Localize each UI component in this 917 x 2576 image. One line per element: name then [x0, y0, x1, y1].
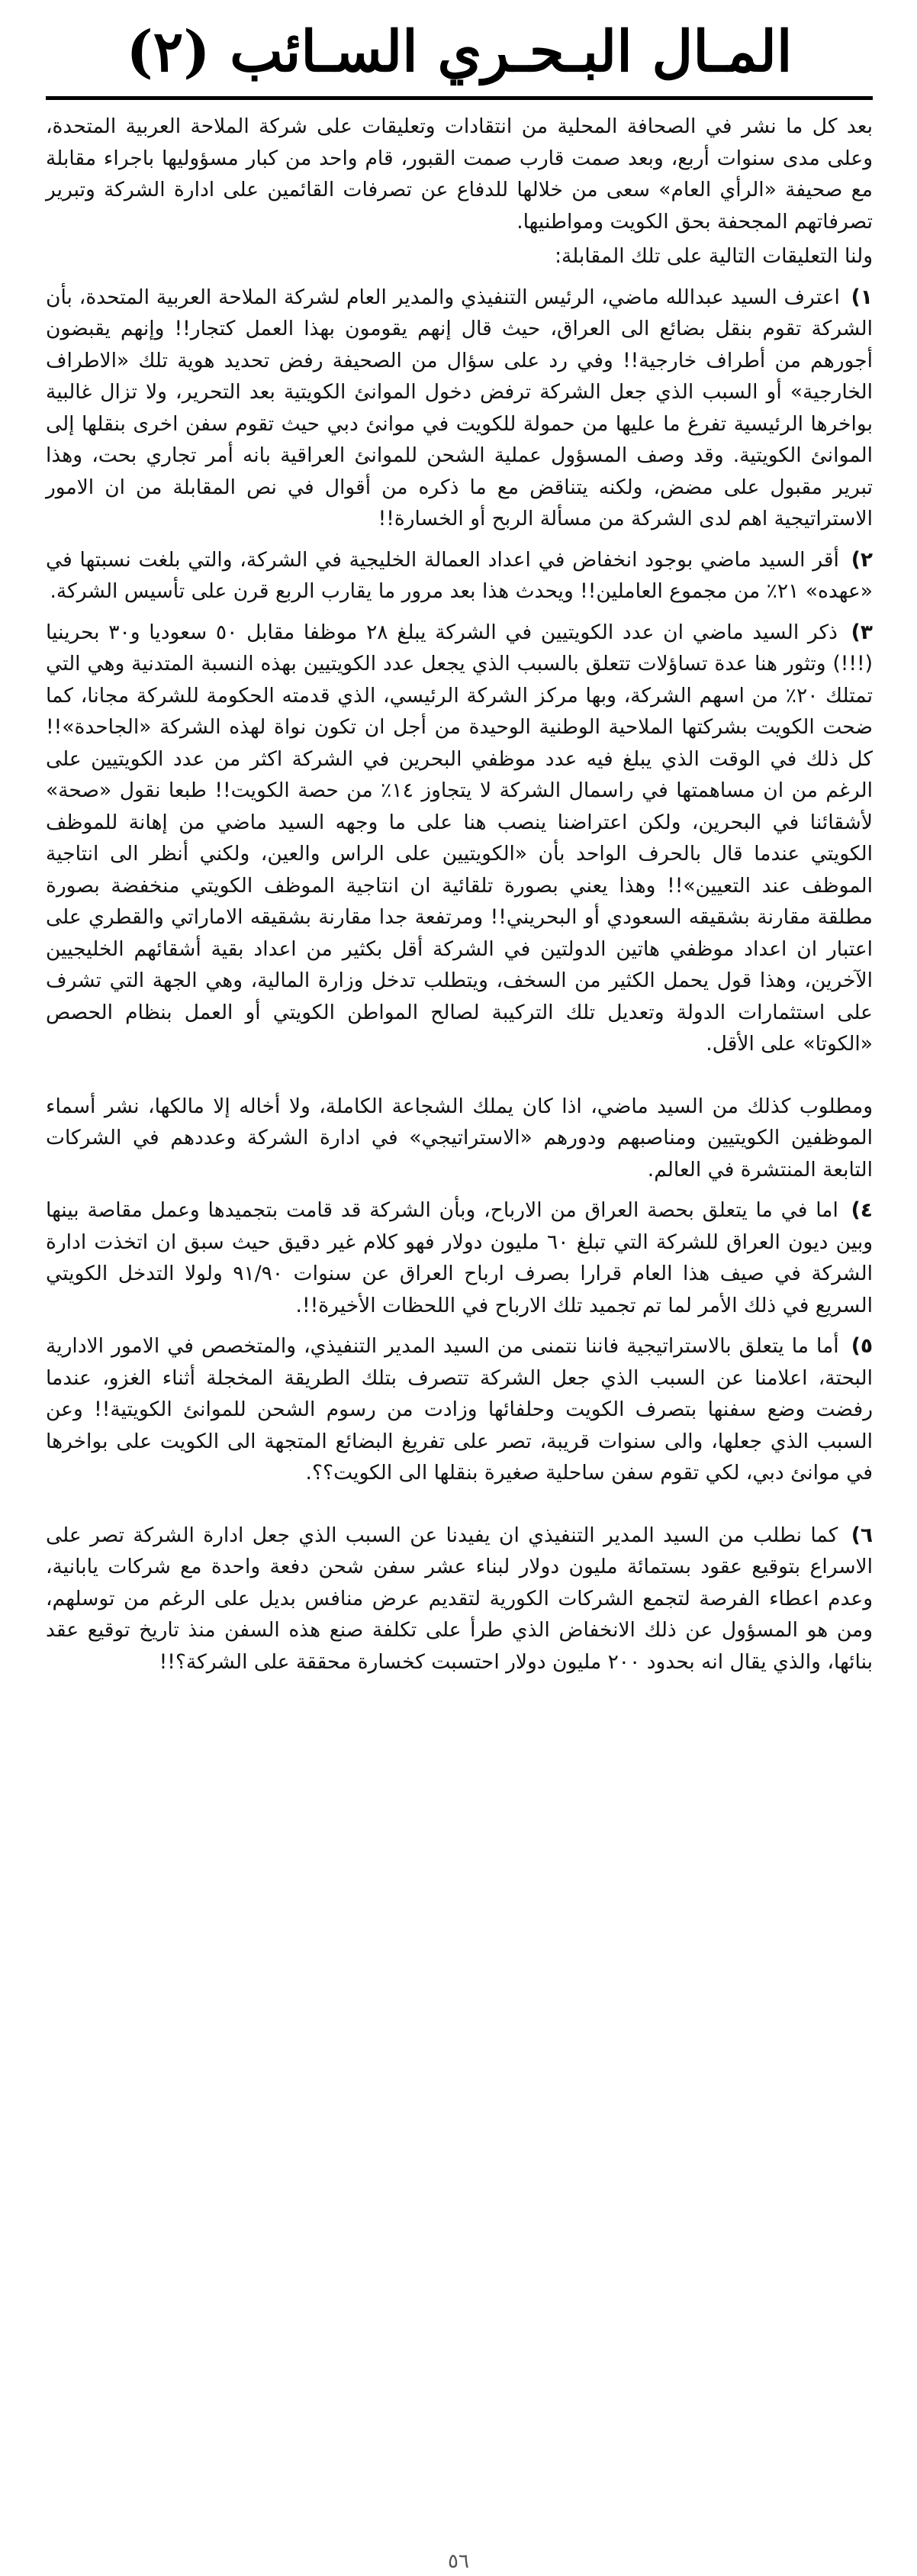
item-number: ٦) [851, 1523, 873, 1547]
demand-paragraph: ومطلوب كذلك من السيد ماضي، اذا كان يملك الشجاعة الكاملة، ولا أخاله إلا مالكها، نشر أسماء الموظفين الكويتيين ومناصبهم ودورهم «الاستراتيجي» في ادارة الشركة وعددهم في الشركات التابعة المنتشرة في العالم. [46, 1094, 873, 1182]
item-number: ٤) [851, 1198, 873, 1222]
comment-item [46, 1330, 873, 1489]
article-title: المـال البـحـري السـائب (٢) [126, 19, 793, 85]
lead-in-paragraph: ولنا التعليقات التالية على تلك المقابلة: [555, 244, 873, 268]
page-number: ٥٦ [448, 2550, 469, 2573]
comment-item [46, 282, 873, 535]
comment-item [46, 544, 873, 608]
item-number: ١) [851, 285, 873, 309]
comment-item [46, 1195, 873, 1321]
item-text: اعترف السيد عبدالله ماضي، الرئيس التنفيذي والمدير العام لشركة الملاحة العربية المتحدة، بأن الشركة تقوم بنقل بضائع الى العراق، حيث قال إنهم يقومون بهذا العمل كتجار!! وإنهم يقبضون أجورهم من أطراف خارجية!! وفي رد على سؤال من الصحيفة رفض تحديد هوية تلك «الاطراف الخارجية» أو السبب الذي جعل الشركة ترفض دخول الموانئ الكويتية بعد التحرير، ولا تزال غالبية بواخرها الرئيسية تفرغ ما عليها من حمولة للكويت في موانئ دبي حيث تقوم سفن اخرى بنقلها إلى الموانئ الكويتية. وقد وصف المسؤول عملية الشحن للموانئ العراقية بانه أمر تجاري بحت، وهذا تبرير مقبول على مضض، ولكنه يتناقض مع ما ذكره من أقوال في نص المقابلة من ان الامور الاستراتيجية اهم لدى الشركة من مسألة الربح أو الخسارة!! [46, 285, 873, 530]
item-text: أقر السيد ماضي بوجود انخفاض في اعداد العمالة الخليجية في الشركة، والتي بلغت نسبتها في «عهده» ٢١٪ من مجموع العاملين!! ويحدث هذا بعد مرور ما يقارب الربع قرن على تأسيس الشركة. [46, 547, 873, 603]
item-number: ٣) [851, 620, 873, 644]
comment-item [46, 617, 873, 1060]
item-text: ذكر السيد ماضي ان عدد الكويتيين في الشركة يبلغ ٢٨ موظفا مقابل ٥٠ سعوديا و٣٠ بحرينيا (!!!) وتثور هنا عدة تساؤلات تتعلق بالسبب الذي يجعل عدد الكويتيين بهذه النسبة المتدنية وهي التي تمتلك ٢٠٪ من اسهم الشركة، وبها مركز الشركة الرئيسي، الذي قدمته الحكومة للشركة مجانا، كما ضحت الكويت بشركتها الملاحية الوطنية الوحيدة من أجل ان تكون نواة لهذه الشركة «الجاحدة»!! كل ذلك في الوقت الذي يبلغ فيه عدد موظفي البحرين في الشركة اكثر من عدد الكويتيين على الرغم من ان مساهمتها في راسمال الشركة لا يتجاوز ١٤٪ من حصة الكويت!! طبعا نقول «صحة» لأشقائنا في البحرين، ولكن اعتراضنا ينصب هنا على ما وجهه السيد ماضي من إهانة للموظف الكويتي عندما قال بالحرف الواحد بأن «الكويتيين على الراس والعين، ولكني أنظر الى انتاجية الموظف عند التعيين»!! وهذا يعني بصورة تلقائية ان انتاجية الموظف الكويتي منخفضة بصورة مطلقة مقارنة بشقيقه السعودي أو البحريني!! ومرتفعة جدا مقارنة بشقيقه الاماراتي والقطري على اعتبار ان اعداد موظفي هاتين الدولتين في الشركة أقل بكثير من اعداد بقية أشقائهم الخليجيين الآخرين، وهذا قول يحمل الكثير من السخف، ويتطلب تدخل وزارة المالية، وهي الجهة التي تشرف على استثمارات الدولة وتعديل تلك التركيبة لصالح المواطن الكويتي أو العمل بنظام الحصص «الكوتا» على الأقل. [46, 620, 873, 1056]
title-rule [46, 96, 873, 100]
item-text: اما في ما يتعلق بحصة العراق من الارباح، وبأن الشركة قد قامت بتجميدها وعمل مقاصة بينها وبين ديون العراق للشركة التي تبلغ ٦٠ مليون دولار فهو كلام غير دقيق حيث سبق ان اتخذت ادارة الشركة في صيف هذا العام قرارا بصرف ارباح العراق عن سنوات ٩١/٩٠ ولولا التدخل الكويتي السريع في ذلك الأمر لما تم تجميد تلك الارباح في اللحظات الأخيرة!!. [46, 1198, 873, 1317]
closing-item [46, 1520, 873, 1678]
item-number: ٢) [851, 547, 873, 572]
intro-paragraph: بعد كل ما نشر في الصحافة المحلية من انتقادات وتعليقات على شركة الملاحة العربية المتحدة، وعلى مدى سنوات أربع، وبعد صمت قارب صمت القبور، قام واحد من كبار مسؤوليها باجراء مقابلة مع صحيفة «الرأي العام» سعى من خلالها للدفاع عن تصرفات القائمين على ادارة الشركة وتبرير تصرفاتهم المجحفة بحق الكويت ومواطنيها. [46, 114, 873, 234]
item-text: أما ما يتعلق بالاستراتيجية فاننا نتمنى من السيد المدير التنفيذي، والمتخصص في الامور الادارية البحتة، اعلامنا عن السبب الذي جعل الشركة تتصرف بتلك الطريقة المخجلة أثناء الغزو، عندما رفضت وضع سفنها بتصرف الكويت وحلفائها وزادت من رسوم الشحن للموانئ الكويتية!! وعن السبب الذي جعلها، والى سنوات قريبة، تصر على تفريغ البضائع المتجهة الى الكويت على بواخرها في موانئ دبي، لكي تقوم سفن ساحلية صغيرة بنقلها الى الكويت؟؟. [46, 1334, 873, 1485]
item-text: كما نطلب من السيد المدير التنفيذي ان يفيدنا عن السبب الذي جعل ادارة الشركة تصر على الاسراع بتوقيع عقود بستمائة مليون دولار لبناء عشر سفن شحن دفعة واحدة مع شركات يابانية، وعدم اعطاء الفرصة لتجمع الشركات الكورية لتقديم عرض منافس بديل على الرغم من توسلهم، ومن هو المسؤول عن ذلك الانخفاض الذي طرأ على تكلفة صنع هذه السفن منذ تاريخ توقيع عقد بنائها، والذي يقال انه بحدود ٢٠٠ مليون دولار احتسبت كخسارة محققة على الشركة؟!! [46, 1523, 873, 1674]
item-number: ٥) [851, 1334, 873, 1358]
